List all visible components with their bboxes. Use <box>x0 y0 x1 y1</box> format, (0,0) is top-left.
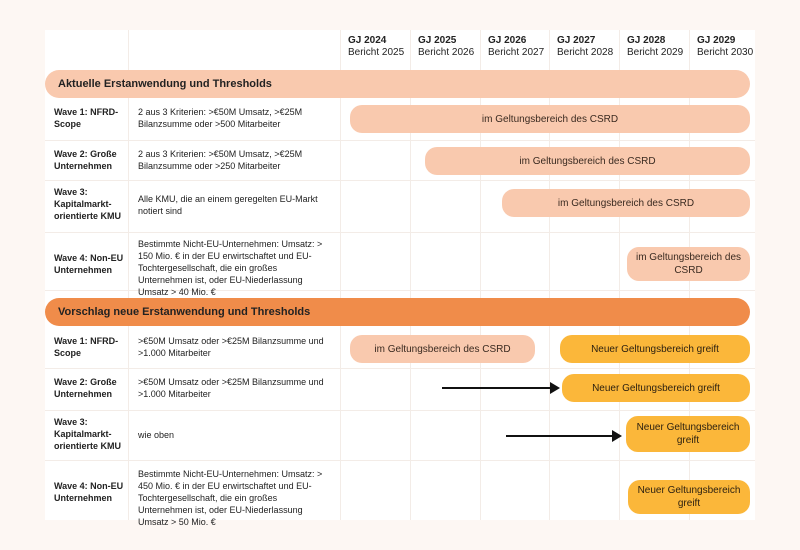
shift-arrow <box>442 387 552 389</box>
row-divider <box>45 368 755 369</box>
row-description: wie oben <box>138 430 175 440</box>
row-description: >€50M Umsatz oder >€25M Bilanzsumme und >1.000 Mitarbeiter <box>138 336 324 358</box>
arrow-head-icon <box>550 382 560 394</box>
report-year: Bericht 2025 <box>348 47 405 58</box>
row-divider <box>45 460 755 461</box>
row-divider <box>45 410 755 411</box>
arrow-head-icon <box>612 430 622 442</box>
row-divider <box>45 180 755 181</box>
fiscal-year: GJ 2026 <box>488 35 527 46</box>
year-header <box>557 35 627 59</box>
row-description: 2 aus 3 Kriterien: >€50M Umsatz, >€25M Bilanzsumme oder >250 Mitarbeiter <box>138 149 303 171</box>
year-header <box>348 35 418 59</box>
scope-bar-current: im Geltungsbereich des CSRD <box>350 335 535 363</box>
report-year: Bericht 2027 <box>488 47 545 58</box>
report-year: Bericht 2029 <box>627 47 684 58</box>
row-label: Wave 3: Kapitalmarkt-orientierte KMU <box>54 417 122 451</box>
row-description: >€50M Umsatz oder >€25M Bilanzsumme und >1.000 Mitarbeiter <box>138 377 324 399</box>
scope-bar-new: Neuer Geltungsbereich greift <box>626 416 750 452</box>
report-year: Bericht 2030 <box>697 47 754 58</box>
column-divider <box>619 30 620 520</box>
scope-bar-new: Neuer Geltungsbereich greift <box>560 335 750 363</box>
scope-bar-current: im Geltungsbereich des CSRD <box>425 147 750 175</box>
scope-bar-new: Neuer Geltungsbereich greift <box>562 374 750 402</box>
fiscal-year: GJ 2027 <box>557 35 596 46</box>
row-label: Wave 2: Große Unternehmen <box>54 377 117 399</box>
scope-bar-current: im Geltungsbereich des CSRD <box>627 247 750 281</box>
row-label: Wave 4: Non-EU Unternehmen <box>54 253 124 275</box>
fiscal-year: GJ 2025 <box>418 35 457 46</box>
row-label: Wave 1: NFRD-Scope <box>54 107 119 129</box>
section-current-header: Aktuelle Erstanwendung und Thresholds <box>45 70 750 98</box>
row-divider <box>45 140 755 141</box>
row-description: Bestimmte Nicht-EU-Unternehmen: Umsatz: > 450 Mio. € in der EU erwirtschaftet und EU-Tochtergesellschaft, die ein großes Unternehmen ist, oder EU-Niederlassung Umsatz > 50 Mio. € <box>138 469 323 527</box>
row-description: Bestimmte Nicht-EU-Unternehmen: Umsatz: > 150 Mio. € in der EU erwirtschaftet und EU-Tochtergesellschaft, die ein großes Unternehmen ist, oder EU-Niederlassung Umsatz > 40 Mio. € <box>138 239 323 297</box>
fiscal-year: GJ 2028 <box>627 35 666 46</box>
row-divider <box>45 232 755 233</box>
year-header <box>697 35 767 59</box>
fiscal-year: GJ 2024 <box>348 35 387 46</box>
scope-bar-current: im Geltungsbereich des CSRD <box>350 105 750 133</box>
column-divider <box>340 30 341 520</box>
row-label: Wave 2: Große Unternehmen <box>54 149 117 171</box>
column-divider <box>549 30 550 520</box>
report-year: Bericht 2028 <box>557 47 614 58</box>
column-divider <box>480 30 481 520</box>
column-divider <box>410 30 411 520</box>
scope-bar-new: Neuer Geltungsbereich greift <box>628 480 750 514</box>
report-year: Bericht 2026 <box>418 47 475 58</box>
row-label: Wave 4: Non-EU Unternehmen <box>54 481 124 503</box>
section-proposal-header: Vorschlag neue Erstanwendung und Thresholds <box>45 298 750 326</box>
year-header <box>627 35 697 59</box>
scope-bar-current: im Geltungsbereich des CSRD <box>502 189 750 217</box>
row-label: Wave 3: Kapitalmarkt-orientierte KMU <box>54 187 122 221</box>
row-description: Alle KMU, die an einem geregelten EU-Markt notiert sind <box>138 194 318 216</box>
row-label: Wave 1: NFRD-Scope <box>54 336 119 358</box>
row-description: 2 aus 3 Kriterien: >€50M Umsatz, >€25M Bilanzsumme oder >500 Mitarbeiter <box>138 107 303 129</box>
year-header <box>418 35 488 59</box>
year-header <box>488 35 558 59</box>
shift-arrow <box>506 435 614 437</box>
fiscal-year: GJ 2029 <box>697 35 736 46</box>
